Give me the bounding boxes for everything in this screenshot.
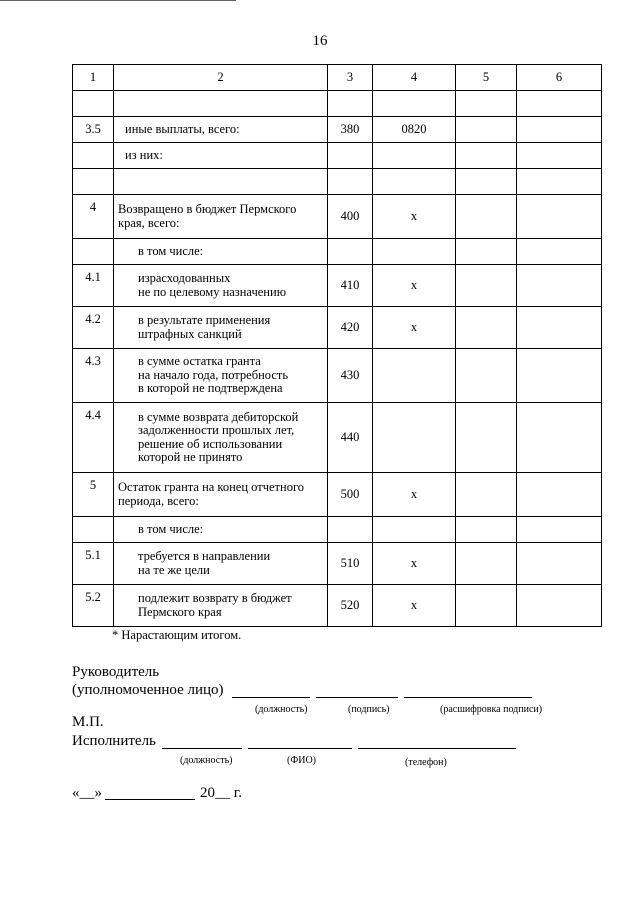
caption-position: (должность) (255, 704, 308, 715)
row-col6-cell (517, 349, 602, 403)
row-col4-cell: 0820 (373, 117, 456, 143)
row-number-cell: 3.5 (73, 117, 114, 143)
row-code-cell (328, 169, 373, 195)
table-row (73, 543, 602, 585)
row-code-cell: 500 (328, 473, 373, 517)
row-col5-cell (456, 543, 517, 585)
stamp-label: М.П. (72, 714, 104, 730)
row-col5-cell (456, 265, 517, 307)
row-number-cell: 5.1 (73, 543, 114, 585)
row-code-cell: 400 (328, 195, 373, 239)
row-description-cell (114, 195, 328, 239)
caption-executor-position: (должность) (180, 755, 233, 766)
row-col5-cell (456, 403, 517, 473)
table-row (73, 265, 602, 307)
table-row (73, 403, 602, 473)
row-code-cell: 380 (328, 117, 373, 143)
row-col6-cell (517, 195, 602, 239)
description-line: Пермского края (138, 604, 222, 619)
description-line: решение об использовании (138, 436, 283, 451)
caption-name: (ФИО) (287, 755, 317, 766)
row-col5-cell (456, 169, 517, 195)
description-line: задолженности прошлых лет, (138, 423, 295, 437)
row-col4-cell (373, 239, 456, 265)
row-col5-cell (456, 195, 517, 239)
description-line: иные выплаты, всего: (125, 121, 240, 136)
table-row (73, 585, 602, 627)
row-col4-cell (373, 349, 456, 403)
row-col4-cell: x (373, 195, 456, 239)
head-title: Руководитель (72, 664, 160, 680)
row-col4-cell: x (373, 473, 456, 517)
row-description-cell (114, 117, 328, 143)
row-code-cell: 430 (328, 349, 373, 403)
row-col4-cell: x (373, 543, 456, 585)
row-code-cell (328, 239, 373, 265)
header-cell-2: 2 (114, 65, 328, 91)
row-number-cell: 4.4 (73, 403, 114, 473)
row-code-cell (328, 517, 373, 543)
row-col5-cell (456, 239, 517, 265)
description-line: в том числе: (138, 521, 204, 536)
row-code-cell: 510 (328, 543, 373, 585)
table-row (73, 195, 602, 239)
top-rule (0, 0, 236, 1)
row-description-cell (114, 543, 328, 585)
row-col6-cell (517, 143, 602, 169)
description-line: в сумме возврата дебиторской (138, 409, 299, 424)
row-number-cell (73, 169, 114, 195)
executor-position-line (162, 748, 242, 749)
row-number-cell: 4.3 (73, 349, 114, 403)
description-line: Остаток гранта на конец отчетного (118, 480, 305, 494)
row-col6-cell (517, 517, 602, 543)
table-row (73, 143, 602, 169)
header-cell-5: 5 (456, 65, 517, 91)
description-line: в которой не подтверждена (138, 381, 283, 396)
row-col6-cell (517, 307, 602, 349)
description-line: не по целевому назначению (138, 284, 287, 299)
decoding-line (404, 697, 532, 698)
row-number-cell (73, 517, 114, 543)
row-col6-cell (517, 473, 602, 517)
row-description-cell (114, 91, 328, 117)
row-col4-cell (373, 143, 456, 169)
description-line: которой не принято (138, 450, 243, 464)
row-col4-cell: x (373, 585, 456, 627)
row-code-cell: 520 (328, 585, 373, 627)
description-line: на те же цели (138, 562, 210, 577)
row-col5-cell (456, 117, 517, 143)
executor-label: Исполнитель (72, 733, 156, 749)
row-number-cell: 4.1 (73, 265, 114, 307)
table-row (73, 473, 602, 517)
caption-signature: (подпись) (348, 704, 390, 715)
caption-decoding: (расшифровка подписи) (440, 704, 543, 715)
head-title-line2: (уполномоченное лицо) (72, 682, 224, 698)
row-description-cell (114, 585, 328, 627)
row-description-cell (114, 473, 328, 517)
description-line: требуется в направлении (138, 549, 271, 563)
table-row (73, 239, 602, 265)
description-line: в результате применения (138, 313, 271, 327)
row-description-cell (114, 403, 328, 473)
row-description-cell (114, 307, 328, 349)
description-line: на начало года, потребность (138, 367, 289, 382)
row-number-cell: 5.2 (73, 585, 114, 627)
report-table (72, 64, 602, 627)
row-description-cell (114, 517, 328, 543)
footnote: * Нарастающим итогом. (112, 628, 242, 642)
row-col4-cell: x (373, 265, 456, 307)
row-col6-cell (517, 543, 602, 585)
description-line: израсходованных (138, 271, 231, 285)
row-code-cell (328, 91, 373, 117)
table-row (73, 117, 602, 143)
row-col5-cell (456, 349, 517, 403)
row-col6-cell (517, 585, 602, 627)
header-cell-6: 6 (517, 65, 602, 91)
row-col6-cell (517, 403, 602, 473)
page-number: 16 (312, 33, 328, 49)
row-number-cell: 4 (73, 195, 114, 239)
executor-name-line (248, 748, 352, 749)
row-code-cell: 410 (328, 265, 373, 307)
row-description-cell (114, 349, 328, 403)
row-number-cell: 5 (73, 473, 114, 517)
row-col6-cell (517, 169, 602, 195)
table-header-row (73, 65, 602, 91)
row-code-cell: 420 (328, 307, 373, 349)
row-description-cell (114, 239, 328, 265)
description-line: подлежит возврату в бюджет (138, 591, 292, 605)
description-line: в сумме остатка гранта (138, 354, 261, 369)
report-table-body (73, 65, 602, 627)
row-number-cell: 4.2 (73, 307, 114, 349)
row-code-cell (328, 143, 373, 169)
row-col5-cell (456, 307, 517, 349)
header-cell-4: 4 (373, 65, 456, 91)
row-code-cell: 440 (328, 403, 373, 473)
row-col5-cell (456, 91, 517, 117)
table-row (73, 517, 602, 543)
row-col6-cell (517, 265, 602, 307)
description-line: Возвращено в бюджет Пермского (118, 202, 297, 216)
description-line: штрафных санкций (138, 326, 242, 341)
table-row (73, 307, 602, 349)
row-number-cell (73, 91, 114, 117)
row-col4-cell: x (373, 307, 456, 349)
row-col4-cell (373, 517, 456, 543)
row-col5-cell (456, 517, 517, 543)
description-line: края, всего: (118, 215, 180, 230)
row-col6-cell (517, 91, 602, 117)
position-line (232, 697, 310, 698)
date-year: 20__ г. (200, 785, 242, 801)
header-cell-1: 1 (73, 65, 114, 91)
row-number-cell (73, 143, 114, 169)
date-day: «__» (72, 785, 102, 801)
table-row (73, 169, 602, 195)
caption-phone: (телефон) (405, 757, 447, 768)
signature-line (316, 697, 398, 698)
description-line: периода, всего: (118, 493, 199, 508)
row-col6-cell (517, 117, 602, 143)
row-col5-cell (456, 143, 517, 169)
row-description-cell (114, 265, 328, 307)
description-line: в том числе: (138, 243, 204, 258)
date-month-line (105, 799, 195, 800)
row-col4-cell (373, 169, 456, 195)
row-col4-cell (373, 91, 456, 117)
header-cell-3: 3 (328, 65, 373, 91)
row-col6-cell (517, 239, 602, 265)
row-description-cell (114, 169, 328, 195)
table-row (73, 349, 602, 403)
table-row (73, 91, 602, 117)
row-col5-cell (456, 585, 517, 627)
description-line: из них: (125, 147, 163, 162)
row-description-cell (114, 143, 328, 169)
row-number-cell (73, 239, 114, 265)
row-col5-cell (456, 473, 517, 517)
row-col4-cell (373, 403, 456, 473)
executor-phone-line (358, 748, 516, 749)
